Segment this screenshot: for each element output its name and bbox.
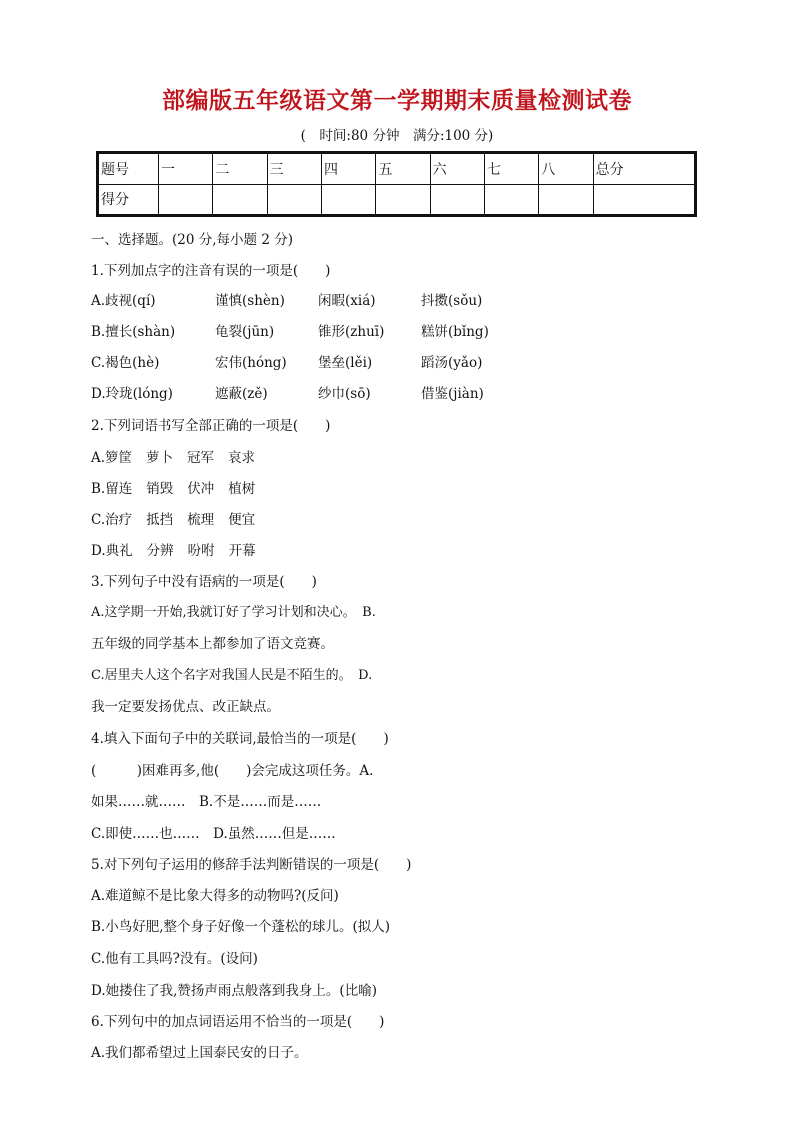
cell-label: 得分	[98, 184, 159, 216]
score-cell	[593, 184, 695, 216]
cell-header: 三	[267, 153, 321, 185]
q3-line-4: 我一定要发扬优点、改正缺点。	[91, 699, 280, 715]
q2-option-c	[91, 508, 269, 528]
cell-header: 二	[213, 153, 267, 185]
q2-d-4: 开幕	[228, 543, 256, 559]
exam-title: 部编版五年级语文第一学期期末质量检测试卷	[162, 88, 632, 114]
score-cell	[213, 184, 267, 216]
cell-header: 八	[539, 153, 593, 185]
q1-b-2: 龟裂(jūn)	[215, 324, 275, 340]
q3-line-1: A.这学期一开始,我就订好了学习计划和决心。 B.	[91, 605, 376, 620]
score-cell	[539, 184, 593, 216]
q6-option-a: A.我们都希望过上国泰民安的日子。	[91, 1045, 308, 1061]
q2-d-3: 吩咐	[187, 543, 215, 559]
q1-d-1: D.玲珑(lóng)	[91, 386, 173, 402]
q1-c-2: 宏伟(hóng)	[215, 355, 287, 371]
q1-a-2: 谨慎(shèn)	[215, 293, 285, 309]
score-table	[96, 151, 697, 217]
q2-option-a	[91, 446, 269, 466]
cell-header: 七	[484, 153, 538, 185]
q1-c-3: 堡垒(lěi)	[318, 355, 373, 371]
score-table-header-row	[98, 153, 696, 185]
cell-header: 四	[321, 153, 375, 185]
question-5-stem: 5.对下列句子运用的修辞手法判断错误的一项是( )	[91, 857, 412, 873]
q2-option-b	[91, 477, 269, 497]
section-heading: 一、选择题。(20 分,每小题 2 分)	[91, 232, 293, 248]
q2-a-3: 冠军	[187, 450, 215, 466]
q2-a-4: 哀求	[228, 450, 256, 466]
score-cell	[321, 184, 375, 216]
q5-option-c: C.他有工具吗?没有。(设问)	[91, 951, 258, 967]
cell-header: 总分	[593, 153, 695, 185]
exam-subtitle: ( 时间:80 分钟 满分:100 分)	[300, 128, 494, 144]
q2-c-4: 便宜	[228, 512, 256, 528]
q2-d-2: 分辨	[146, 543, 174, 559]
question-4-stem: 4.填入下面句子中的关联词,最恰当的一项是( )	[91, 731, 389, 747]
q2-b-3: 伏冲	[187, 481, 215, 497]
q2-a-1: A.箩筐	[91, 450, 133, 466]
q2-b-1: B.留连	[91, 481, 133, 497]
q1-c-1: C.褐色(hè)	[91, 355, 160, 371]
q4-line-2: 如果……就…… B.不是……而是……	[91, 794, 322, 810]
q5-option-d: D.她搂住了我,赞扬声雨点般落到我身上。(比喻)	[91, 983, 377, 999]
q2-b-2: 销毁	[146, 481, 174, 497]
q2-c-1: C.治疗	[91, 512, 133, 528]
q5-option-b: B.小鸟好肥,整个身子好像一个蓬松的球儿。(拟人)	[91, 919, 391, 935]
score-cell	[430, 184, 484, 216]
question-1-stem: 1.下列加点字的注音有误的一项是( )	[91, 263, 331, 279]
q1-b-1: B.擅长(shàn)	[91, 324, 176, 340]
q2-c-3: 梳理	[187, 512, 215, 528]
score-table-score-row	[98, 184, 696, 216]
cell-header: 六	[430, 153, 484, 185]
q4-line-3: C.即使……也…… D.虽然……但是……	[91, 826, 336, 842]
score-cell	[484, 184, 538, 216]
q1-d-4: 借鉴(jiàn)	[421, 386, 484, 402]
q1-b-3: 锥形(zhuī)	[318, 324, 385, 340]
q2-option-d	[91, 539, 270, 559]
cell-header: 五	[376, 153, 430, 185]
q1-c-4: 蹈汤(yǎo)	[421, 355, 483, 371]
score-cell	[267, 184, 321, 216]
q3-line-3: C.居里夫人这个名字对我国人民是不陌生的。 D.	[91, 668, 373, 683]
q3-line-2: 五年级的同学基本上都参加了语文竞赛。	[91, 636, 334, 652]
q1-a-1: A.歧视(qí)	[91, 293, 156, 309]
question-3-stem: 3.下列句子中没有语病的一项是( )	[91, 574, 317, 590]
q4-line-1: ( )困难再多,他( )会完成这项任务。A.	[91, 763, 374, 779]
question-2-stem: 2.下列词语书写全部正确的一项是( )	[91, 418, 331, 434]
q1-a-4: 抖擞(sǒu)	[421, 293, 483, 309]
q5-option-a: A.难道鲸不是比象大得多的动物吗?(反问)	[91, 888, 339, 904]
cell-label: 题号	[98, 153, 159, 185]
q2-b-4: 植树	[228, 481, 256, 497]
score-cell	[376, 184, 430, 216]
q2-c-2: 抵挡	[146, 512, 174, 528]
cell-header: 一	[159, 153, 213, 185]
q1-a-3: 闲暇(xiá)	[318, 293, 376, 309]
q1-b-4: 糕饼(bǐng)	[421, 324, 489, 340]
q2-a-2: 萝卜	[146, 450, 174, 466]
q2-d-1: D.典礼	[91, 543, 133, 559]
q1-d-2: 遮蔽(zě)	[215, 386, 268, 402]
q1-d-3: 纱巾(sō)	[318, 386, 371, 402]
score-cell	[159, 184, 213, 216]
question-6-stem: 6.下列句中的加点词语运用不恰当的一项是( )	[91, 1014, 385, 1030]
